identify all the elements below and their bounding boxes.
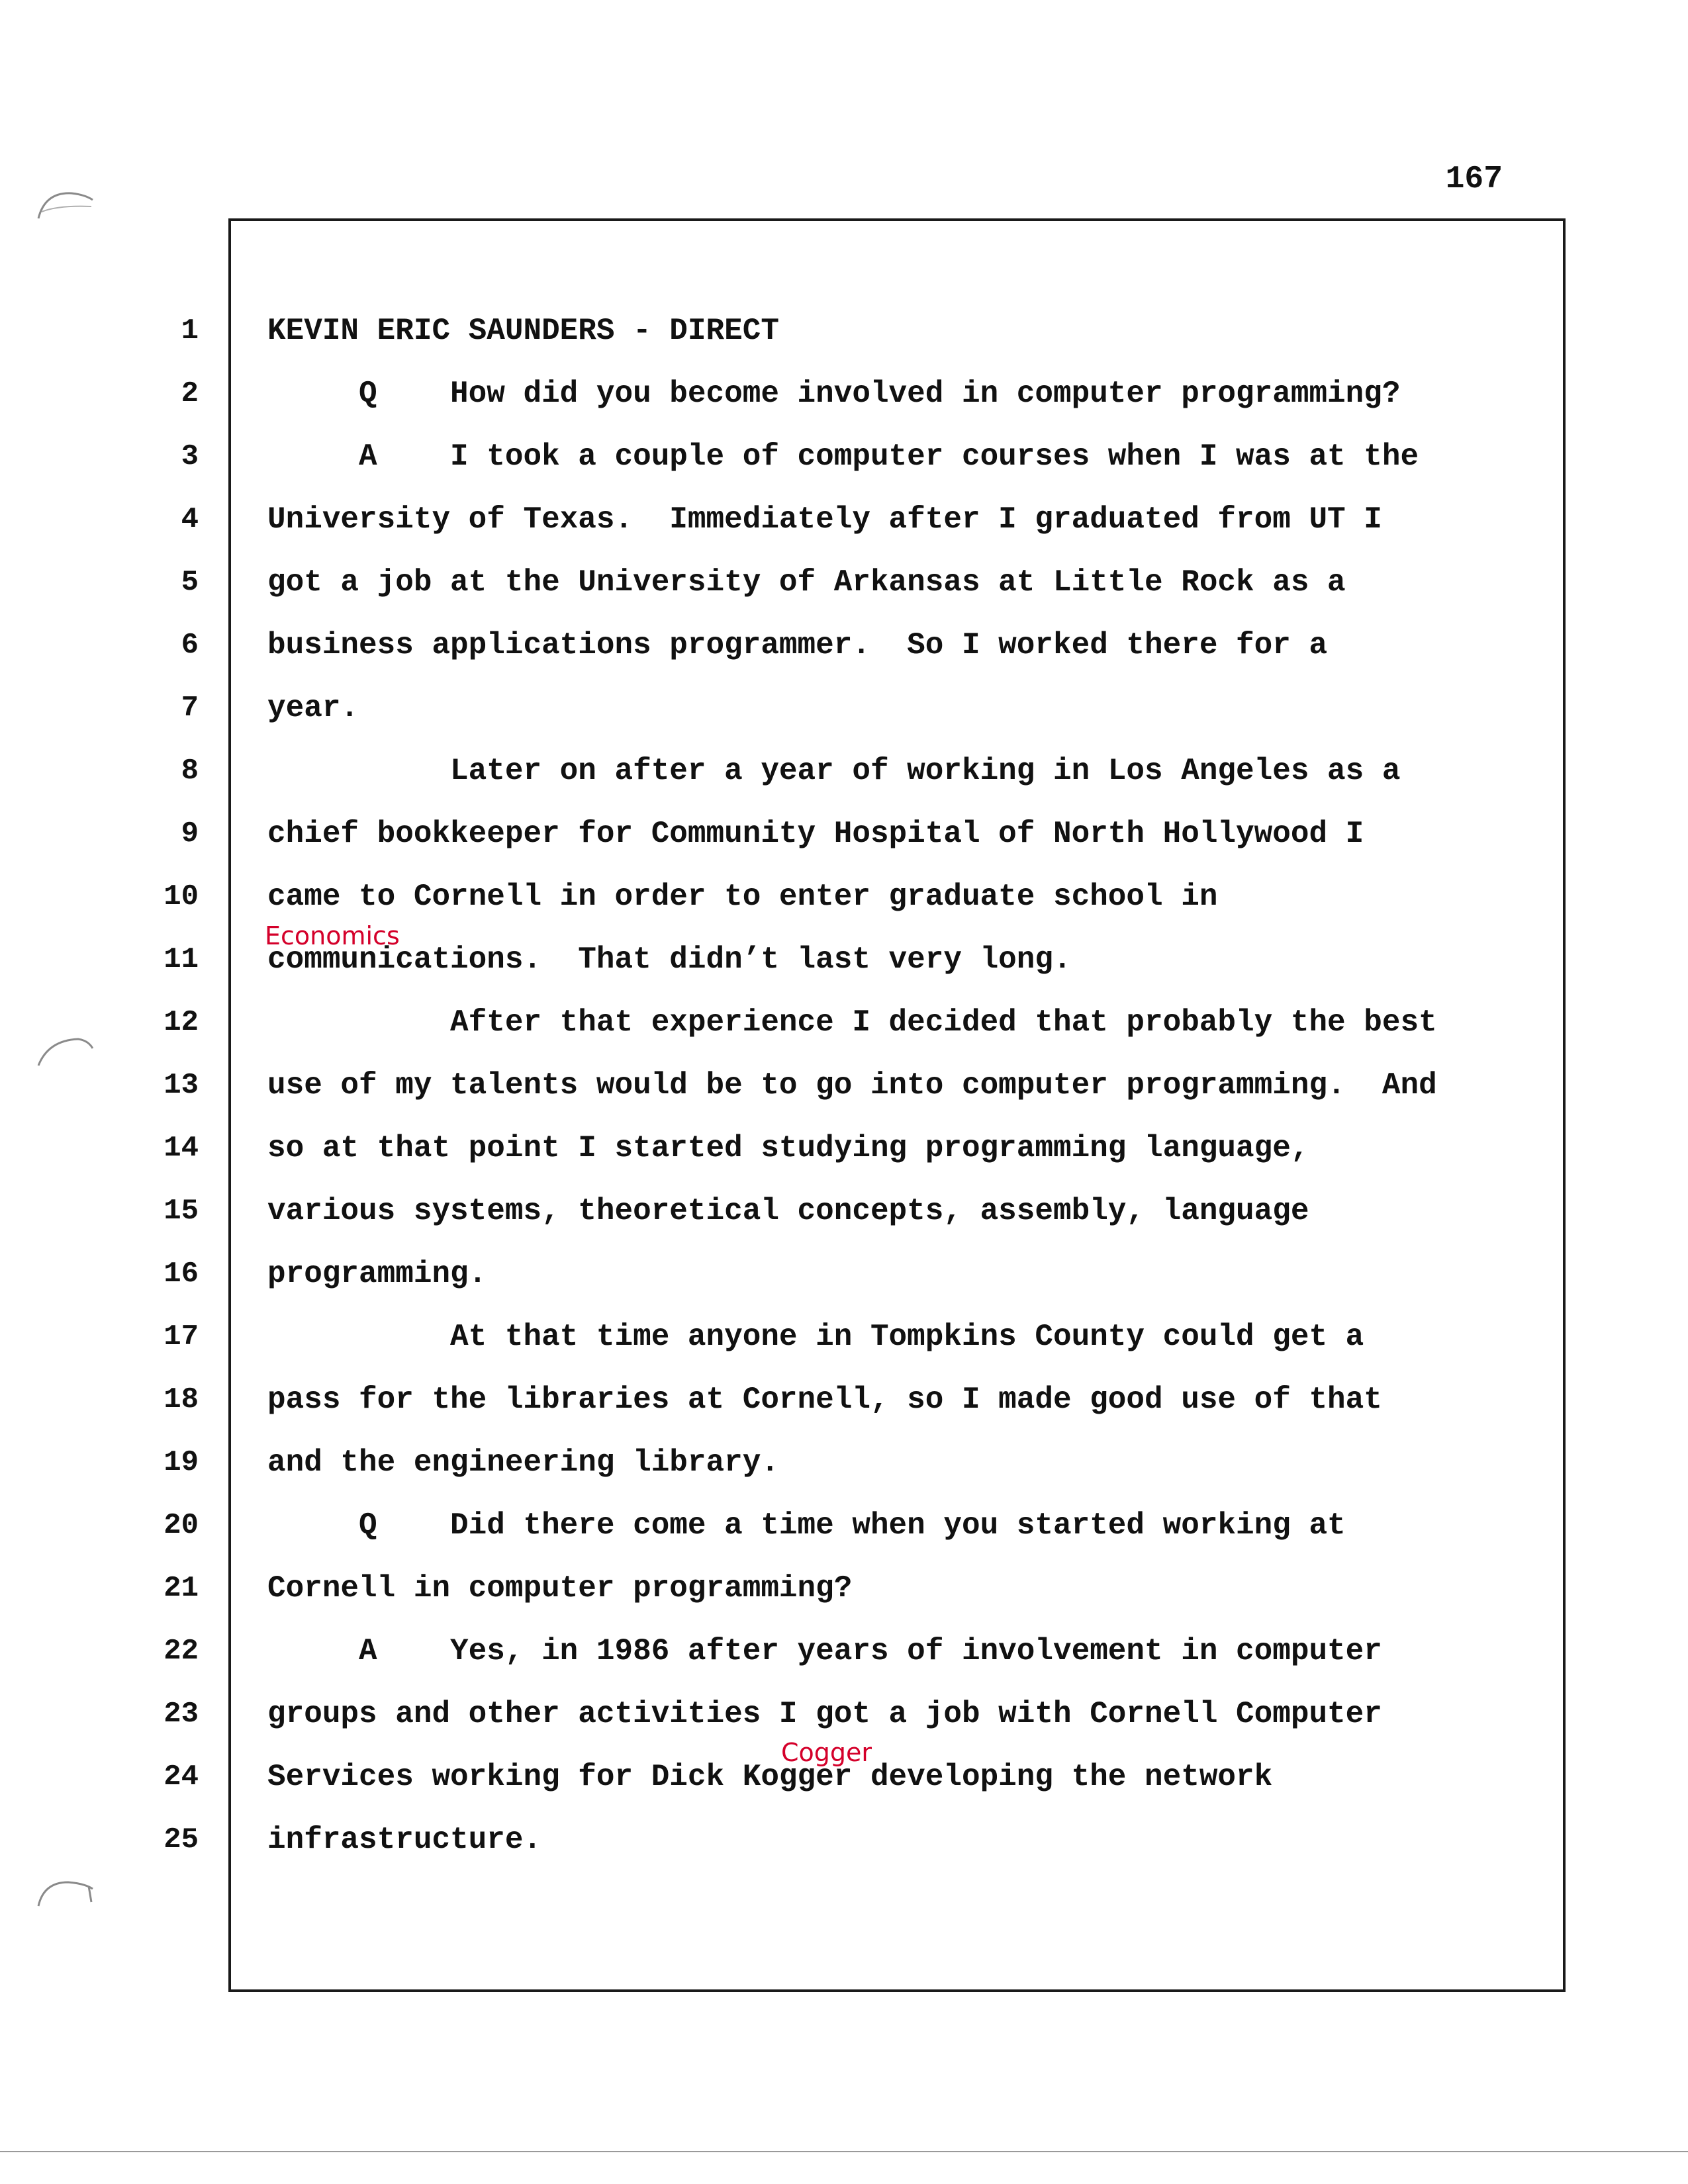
line-number: 1 bbox=[181, 314, 199, 347]
transcript-line: groups and other activities I got a job with Cornell Computer bbox=[267, 1697, 1382, 1731]
transcript-line: chief bookkeeper for Community Hospital of North Hollywood I bbox=[267, 817, 1364, 851]
line-number: 24 bbox=[164, 1760, 199, 1794]
line-number: 15 bbox=[164, 1195, 199, 1228]
line-number: 16 bbox=[164, 1257, 199, 1291]
transcript-line: Services working for Dick Kogger developing the network bbox=[267, 1760, 1273, 1794]
line-number: 23 bbox=[164, 1698, 199, 1731]
transcript-line: various systems, theoretical concepts, assembly, language bbox=[267, 1194, 1309, 1228]
transcript-line: A I took a couple of computer courses when I was at the bbox=[267, 439, 1419, 474]
annotation-cogger: Cogger bbox=[781, 1738, 872, 1767]
transcript-line: and the engineering library. bbox=[267, 1445, 779, 1480]
line-number: 12 bbox=[164, 1006, 199, 1039]
transcript-line: A Yes, in 1986 after years of involvement in computer bbox=[267, 1634, 1382, 1668]
line-number: 5 bbox=[181, 566, 199, 599]
transcript-line: Later on after a year of working in Los Angeles as a bbox=[267, 754, 1401, 788]
line-number: 14 bbox=[164, 1132, 199, 1165]
line-number: 25 bbox=[164, 1823, 199, 1856]
transcript-line: got a job at the University of Arkansas at Little Rock as a bbox=[267, 565, 1346, 600]
line-number: 11 bbox=[164, 943, 199, 976]
transcript-line: Q How did you become involved in computer programming? bbox=[267, 377, 1401, 411]
transcript-line: so at that point I started studying programming language, bbox=[267, 1131, 1309, 1165]
line-number: 19 bbox=[164, 1446, 199, 1479]
transcript-line: year. bbox=[267, 691, 359, 725]
line-number: 21 bbox=[164, 1572, 199, 1605]
transcript-line: Q Did there come a time when you started working at bbox=[267, 1508, 1346, 1543]
transcript-line: After that experience I decided that probably the best bbox=[267, 1005, 1437, 1040]
annotation-economics: Economics bbox=[265, 921, 400, 950]
transcript-line: Cornell in computer programming? bbox=[267, 1571, 853, 1606]
binder-hole-mark-middle bbox=[32, 1032, 98, 1072]
transcript-line: use of my talents would be to go into computer programming. And bbox=[267, 1068, 1437, 1103]
transcript-line: pass for the libraries at Cornell, so I made good use of that bbox=[267, 1383, 1382, 1417]
transcript-line: At that time anyone in Tompkins County could get a bbox=[267, 1320, 1364, 1354]
transcript-line: business applications programmer. So I worked there for a bbox=[267, 628, 1328, 662]
transcript-heading: KEVIN ERIC SAUNDERS - DIRECT bbox=[267, 314, 779, 348]
binder-hole-mark-bottom bbox=[32, 1873, 98, 1913]
line-number: 13 bbox=[164, 1069, 199, 1102]
page-number: 167 bbox=[1445, 161, 1503, 197]
line-number: 4 bbox=[181, 503, 199, 536]
line-number: 9 bbox=[181, 817, 199, 850]
page-bottom-edge bbox=[0, 2151, 1688, 2152]
binder-hole-mark-top bbox=[32, 185, 98, 225]
line-number: 20 bbox=[164, 1509, 199, 1542]
transcript-line: infrastructure. bbox=[267, 1823, 542, 1857]
line-number: 8 bbox=[181, 754, 199, 788]
line-number: 7 bbox=[181, 692, 199, 725]
line-number-column bbox=[126, 310, 199, 1882]
line-number: 22 bbox=[164, 1635, 199, 1668]
transcript-text bbox=[267, 310, 1558, 1882]
line-number: 6 bbox=[181, 629, 199, 662]
line-number: 10 bbox=[164, 880, 199, 913]
line-number: 2 bbox=[181, 377, 199, 410]
line-number: 17 bbox=[164, 1320, 199, 1353]
line-number: 3 bbox=[181, 440, 199, 473]
transcript-line: communications. That didn’t last very long. bbox=[267, 942, 1072, 977]
transcript-line: programming. bbox=[267, 1257, 487, 1291]
transcript-line: University of Texas. Immediately after I graduated from UT I bbox=[267, 502, 1382, 537]
transcript-line: came to Cornell in order to enter graduate school in bbox=[267, 880, 1218, 914]
line-number: 18 bbox=[164, 1383, 199, 1416]
